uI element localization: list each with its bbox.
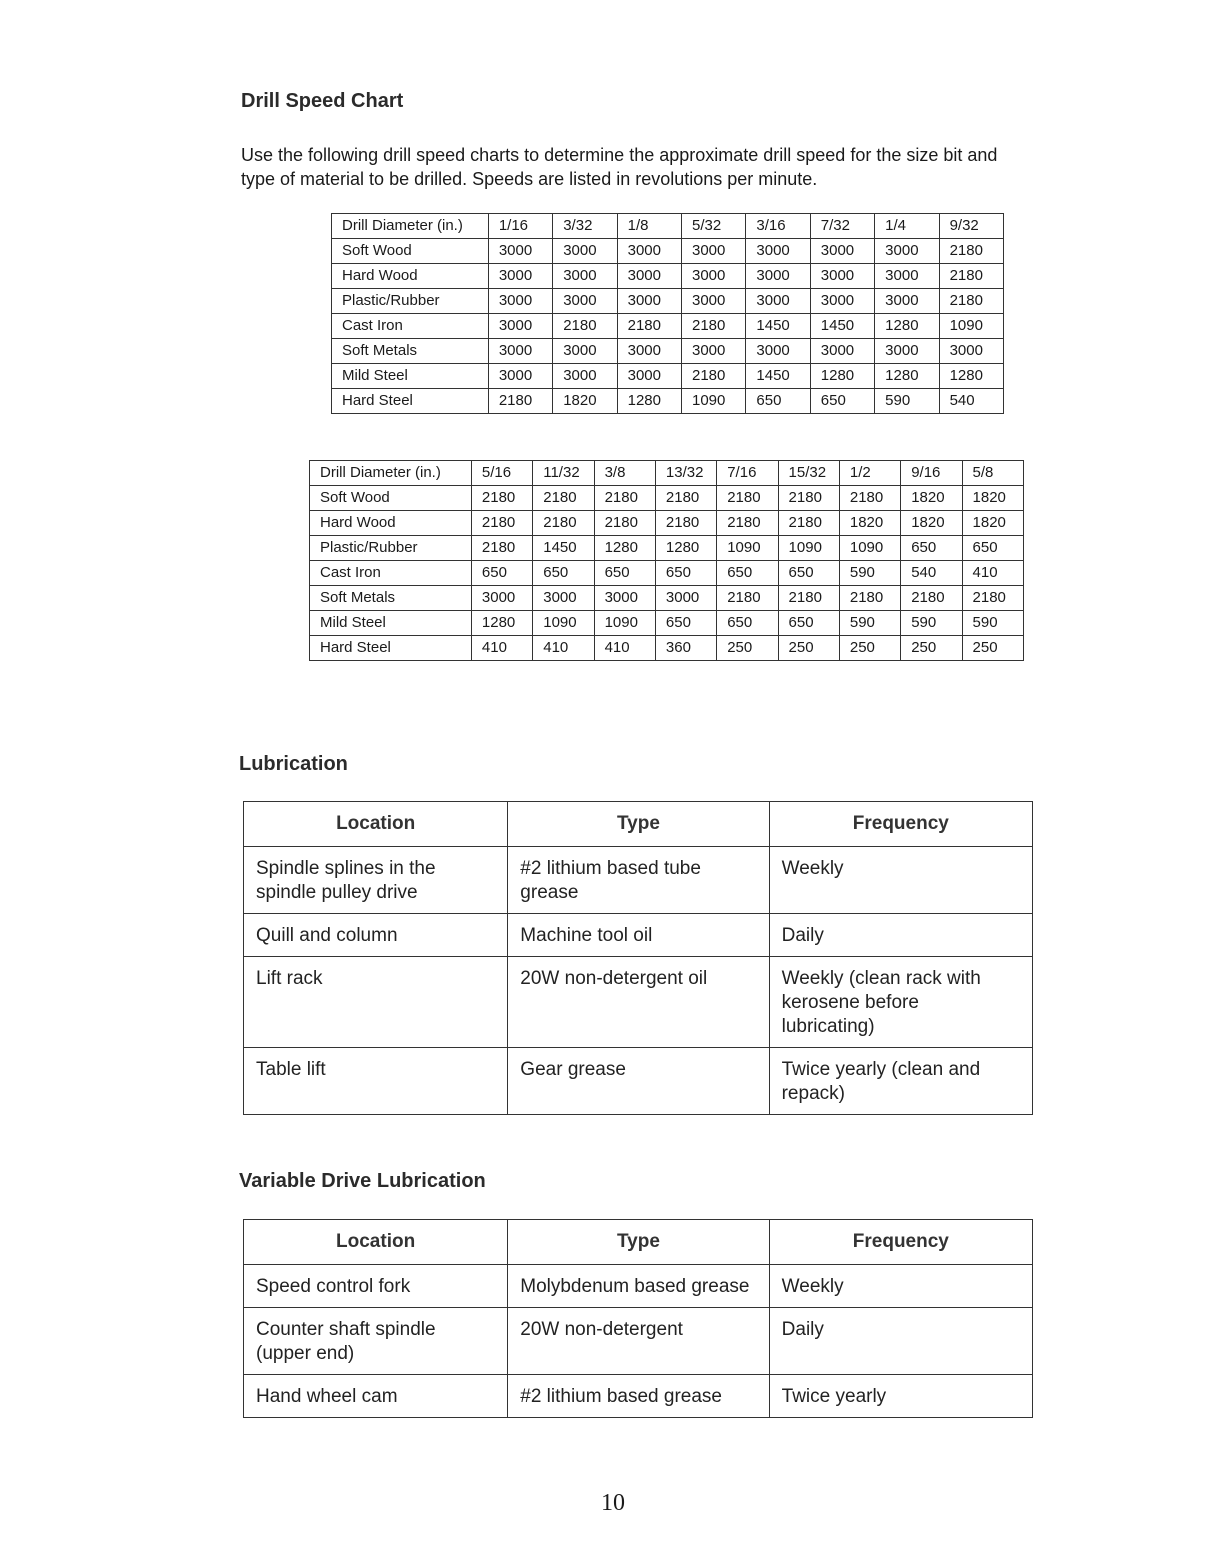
frequency-cell [769,847,1032,914]
rpm-cell: 1820 [901,486,962,511]
rpm-cell: 3000 [655,586,716,611]
diameter-cell: 3/32 [553,214,617,239]
rpm-cell: 3000 [682,339,746,364]
diameter-cell: 11/32 [533,461,594,486]
rpm-cell: 1090 [839,536,900,561]
column-header: Type [508,802,769,847]
table-row [310,561,1024,586]
rpm-cell: 650 [778,611,839,636]
rpm-cell: 250 [962,636,1023,661]
table-header-row [332,214,1004,239]
diameter-cell: 1/16 [488,214,552,239]
rpm-cell: 2180 [839,586,900,611]
diameter-cell: 7/16 [717,461,778,486]
table-row [332,264,1004,289]
rpm-cell: 2180 [617,314,681,339]
rpm-cell: 3000 [488,289,552,314]
frequency-cell [769,1265,1032,1308]
location-cell [244,1048,508,1115]
rpm-cell: 410 [471,636,532,661]
cell-line: repack) [781,1083,845,1104]
table-row [244,957,1033,1048]
table-row [332,289,1004,314]
rpm-cell: 2180 [655,486,716,511]
column-header: Location [244,1220,508,1265]
column-header: Type [508,1220,769,1265]
rpm-cell: 3000 [810,339,874,364]
rpm-cell: 250 [778,636,839,661]
frequency-cell [769,914,1032,957]
cell-line: Spindle splines in the [256,858,436,879]
material-cell: Mild Steel [332,364,489,389]
type-cell [508,1308,769,1375]
cell-line: grease [520,882,579,903]
material-cell: Plastic/Rubber [332,289,489,314]
type-cell [508,1265,769,1308]
rpm-cell: 3000 [471,586,532,611]
cell-line: (upper end) [256,1343,355,1364]
rpm-cell: 2180 [553,314,617,339]
frequency-cell [769,1375,1032,1418]
rpm-cell: 3000 [746,239,810,264]
material-cell: Hard Wood [310,511,472,536]
rpm-cell: 1820 [901,511,962,536]
rpm-cell: 3000 [617,264,681,289]
rpm-cell: 1280 [594,536,655,561]
rpm-cell: 3000 [553,239,617,264]
rpm-cell: 3000 [488,264,552,289]
cell-line: #2 lithium based tube [520,858,701,879]
table-row [332,389,1004,414]
rpm-cell: 650 [655,561,716,586]
diameter-cell: 3/16 [746,214,810,239]
rpm-cell: 1280 [875,314,939,339]
rpm-cell: 2180 [901,586,962,611]
cell-line: Weekly [781,1276,844,1297]
rpm-cell: 1280 [810,364,874,389]
rpm-cell: 1090 [778,536,839,561]
rpm-cell: 650 [778,561,839,586]
rpm-cell: 650 [471,561,532,586]
material-cell: Soft Wood [310,486,472,511]
rpm-cell: 3000 [682,264,746,289]
type-cell [508,914,769,957]
rpm-cell: 3000 [746,264,810,289]
rpm-cell: 2180 [471,511,532,536]
diameter-cell: 3/8 [594,461,655,486]
material-cell: Hard Wood [332,264,489,289]
column-header: Frequency [769,1220,1032,1265]
rpm-cell: 410 [533,636,594,661]
rpm-cell: 3000 [617,339,681,364]
table-header-row [310,461,1024,486]
cell-line: Daily [781,925,824,946]
rpm-cell: 3000 [617,289,681,314]
cell-line: Quill and column [256,925,398,946]
rpm-cell: 250 [717,636,778,661]
cell-line: lubricating) [781,1016,875,1037]
rpm-cell: 1280 [939,364,1003,389]
rpm-cell: 1820 [962,511,1023,536]
rpm-cell: 1090 [533,611,594,636]
rpm-cell: 540 [901,561,962,586]
cell-line: Twice yearly [781,1386,887,1407]
table-row [332,364,1004,389]
rpm-cell: 3000 [810,264,874,289]
table-row [244,1048,1033,1115]
rpm-cell: 3000 [617,239,681,264]
rpm-cell: 650 [901,536,962,561]
rpm-cell: 2180 [655,511,716,536]
lubrication-title: Lubrication [239,753,348,775]
rpm-cell: 3000 [875,289,939,314]
cell-line: Counter shaft spindle [256,1319,436,1340]
rpm-cell: 2180 [682,314,746,339]
rpm-cell: 3000 [810,239,874,264]
frequency-cell [769,1308,1032,1375]
rpm-cell: 3000 [488,339,552,364]
column-header: Location [244,802,508,847]
rpm-cell: 3000 [488,314,552,339]
table-row [332,339,1004,364]
rpm-cell: 650 [746,389,810,414]
rpm-cell: 3000 [594,586,655,611]
rpm-cell: 1820 [553,389,617,414]
rpm-cell: 250 [839,636,900,661]
page-number: 10 [601,1490,625,1516]
diameter-cell: 9/16 [901,461,962,486]
rpm-cell: 3000 [875,264,939,289]
cell-line: Twice yearly (clean and [781,1059,981,1080]
rpm-cell: 650 [962,536,1023,561]
rpm-cell: 1450 [533,536,594,561]
table-row [244,1265,1033,1308]
location-cell [244,914,508,957]
rpm-cell: 3000 [682,239,746,264]
rpm-cell: 3000 [553,289,617,314]
variable-drive-title: Variable Drive Lubrication [239,1170,486,1192]
rpm-cell: 2180 [717,586,778,611]
type-cell [508,1375,769,1418]
rpm-cell: 3000 [553,364,617,389]
diameter-label-cell: Drill Diameter (in.) [310,461,472,486]
rpm-cell: 1280 [471,611,532,636]
drill-speed-table-small [331,213,1004,414]
rpm-cell: 2180 [533,486,594,511]
diameter-label-cell: Drill Diameter (in.) [332,214,489,239]
table-row [310,586,1024,611]
rpm-cell: 3000 [553,339,617,364]
table-row [332,239,1004,264]
table-row [310,486,1024,511]
rpm-cell: 1090 [682,389,746,414]
type-cell [508,957,769,1048]
material-cell: Soft Metals [310,586,472,611]
diameter-cell: 1/2 [839,461,900,486]
location-cell [244,1308,508,1375]
diameter-cell: 7/32 [810,214,874,239]
rpm-cell: 1450 [746,364,810,389]
rpm-cell: 3000 [682,289,746,314]
rpm-cell: 2180 [717,511,778,536]
intro-line-1: Use the following drill speed charts to determine the approximate drill speed for the size bit and [241,145,998,165]
cell-line: kerosene before [781,992,919,1013]
material-cell: Cast Iron [310,561,472,586]
rpm-cell: 3000 [617,364,681,389]
cell-line: Machine tool oil [520,925,653,946]
cell-line: Weekly [781,858,844,879]
rpm-cell: 2180 [839,486,900,511]
rpm-cell: 3000 [875,239,939,264]
rpm-cell: 2180 [594,511,655,536]
rpm-cell: 1820 [962,486,1023,511]
rpm-cell: 3000 [875,339,939,364]
rpm-cell: 1090 [939,314,1003,339]
rpm-cell: 650 [717,611,778,636]
rpm-cell: 410 [962,561,1023,586]
table-row [310,511,1024,536]
rpm-cell: 2180 [488,389,552,414]
rpm-cell: 3000 [746,289,810,314]
rpm-cell: 3000 [810,289,874,314]
material-cell: Hard Steel [332,389,489,414]
cell-line: #2 lithium based grease [520,1386,722,1407]
rpm-cell: 1820 [839,511,900,536]
rpm-cell: 650 [533,561,594,586]
cell-line: Hand wheel cam [256,1386,398,1407]
type-cell [508,847,769,914]
type-cell [508,1048,769,1115]
rpm-cell: 650 [810,389,874,414]
rpm-cell: 250 [901,636,962,661]
cell-line: Daily [781,1319,824,1340]
rpm-cell: 3000 [746,339,810,364]
rpm-cell: 2180 [939,264,1003,289]
rpm-cell: 1280 [617,389,681,414]
drill-speed-table-large [309,460,1024,661]
location-cell [244,957,508,1048]
rpm-cell: 1280 [655,536,716,561]
rpm-cell: 540 [939,389,1003,414]
table-row [310,611,1024,636]
cell-line: Speed control fork [256,1276,411,1297]
rpm-cell: 2180 [471,486,532,511]
material-cell: Soft Wood [332,239,489,264]
column-header: Frequency [769,802,1032,847]
rpm-cell: 650 [717,561,778,586]
rpm-cell: 2180 [778,511,839,536]
table-row [244,914,1033,957]
rpm-cell: 2180 [778,586,839,611]
rpm-cell: 2180 [533,511,594,536]
material-cell: Mild Steel [310,611,472,636]
material-cell: Cast Iron [332,314,489,339]
variable-drive-table [243,1219,1033,1418]
drill-speed-intro [241,143,1101,191]
rpm-cell: 1450 [810,314,874,339]
table-header-row [244,802,1033,847]
rpm-cell: 1090 [594,611,655,636]
table-row [244,1308,1033,1375]
rpm-cell: 1450 [746,314,810,339]
rpm-cell: 1280 [875,364,939,389]
rpm-cell: 3000 [533,586,594,611]
rpm-cell: 590 [875,389,939,414]
table-row [332,314,1004,339]
location-cell [244,847,508,914]
material-cell: Soft Metals [332,339,489,364]
frequency-cell [769,1048,1032,1115]
table-row [310,636,1024,661]
cell-line: spindle pulley drive [256,882,418,903]
rpm-cell: 3000 [553,264,617,289]
location-cell [244,1265,508,1308]
rpm-cell: 1090 [717,536,778,561]
diameter-cell: 5/32 [682,214,746,239]
rpm-cell: 2180 [682,364,746,389]
cell-line: Lift rack [256,968,323,989]
rpm-cell: 590 [839,561,900,586]
material-cell: Plastic/Rubber [310,536,472,561]
rpm-cell: 650 [655,611,716,636]
diameter-cell: 1/4 [875,214,939,239]
diameter-cell: 1/8 [617,214,681,239]
rpm-cell: 2180 [594,486,655,511]
cell-line: Gear grease [520,1059,626,1080]
rpm-cell: 2180 [939,239,1003,264]
rpm-cell: 3000 [488,364,552,389]
rpm-cell: 360 [655,636,716,661]
table-row [310,536,1024,561]
rpm-cell: 650 [594,561,655,586]
drill-speed-title: Drill Speed Chart [241,90,404,112]
rpm-cell: 3000 [488,239,552,264]
rpm-cell: 590 [839,611,900,636]
rpm-cell: 2180 [778,486,839,511]
diameter-cell: 5/16 [471,461,532,486]
cell-line: Molybdenum based grease [520,1276,750,1297]
rpm-cell: 2180 [471,536,532,561]
rpm-cell: 590 [901,611,962,636]
diameter-cell: 15/32 [778,461,839,486]
diameter-cell: 13/32 [655,461,716,486]
cell-line: Table lift [256,1059,326,1080]
table-header-row [244,1220,1033,1265]
diameter-cell: 5/8 [962,461,1023,486]
frequency-cell [769,957,1032,1048]
lubrication-table [243,801,1033,1115]
rpm-cell: 410 [594,636,655,661]
rpm-cell: 2180 [717,486,778,511]
rpm-cell: 2180 [962,586,1023,611]
cell-line: 20W non-detergent oil [520,968,708,989]
material-cell: Hard Steel [310,636,472,661]
cell-line: Weekly (clean rack with [781,968,981,989]
table-row [244,847,1033,914]
location-cell [244,1375,508,1418]
cell-line: 20W non-detergent [520,1319,683,1340]
table-row [244,1375,1033,1418]
rpm-cell: 2180 [939,289,1003,314]
rpm-cell: 3000 [939,339,1003,364]
diameter-cell: 9/32 [939,214,1003,239]
intro-line-2: type of material to be drilled. Speeds are listed in revolutions per minute. [241,169,818,189]
rpm-cell: 590 [962,611,1023,636]
